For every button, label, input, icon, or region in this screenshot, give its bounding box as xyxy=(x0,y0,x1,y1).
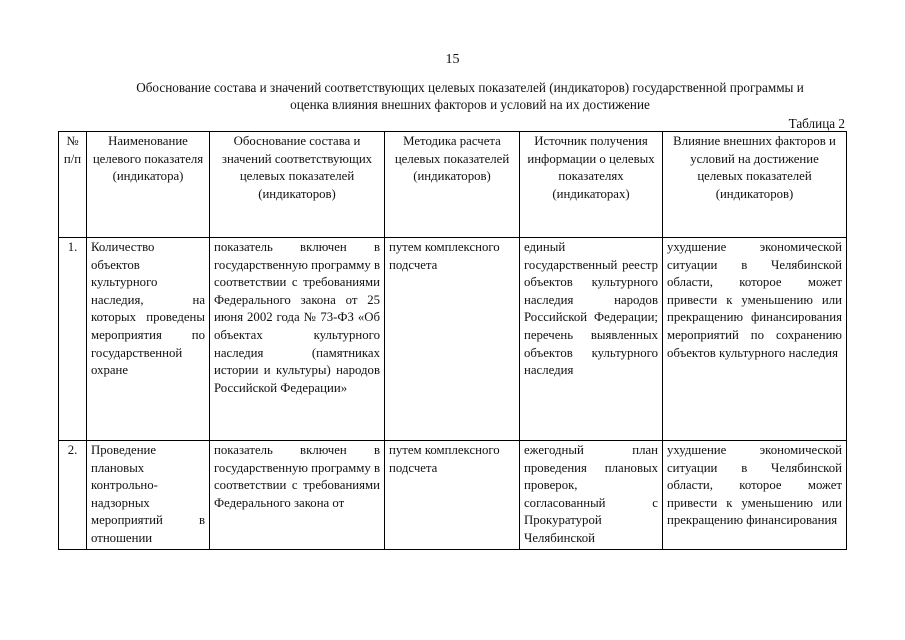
row-justification: показатель включен в государственную программу в соответствии с требованиями Федерального закона от xyxy=(210,441,385,550)
table-row xyxy=(59,441,847,550)
row-name: Количество объектов культурного наследия, на которых проведены мероприятия по государственной охране xyxy=(87,238,210,441)
header-justification: Обоснование состава и значений соответствующих целевых показателей (индикаторов) xyxy=(210,132,385,238)
row-method: путем комплексного подсчета xyxy=(385,238,520,441)
header-num: № п/п xyxy=(59,132,87,238)
table-header-row xyxy=(59,132,847,238)
table-label: Таблица 2 xyxy=(788,116,845,131)
row-method: путем комплексного подсчета xyxy=(385,441,520,550)
row-source: ежегодный план проведения плановых проверок, согласованный с Прокуратурой Челябинской xyxy=(520,441,663,550)
header-source: Источник получения информации о целевых показателях (индикаторах) xyxy=(520,132,663,238)
table-row xyxy=(59,238,847,441)
page-number: 15 xyxy=(445,52,460,67)
header-method: Методика расчета целевых показателей (индикаторов) xyxy=(385,132,520,238)
row-source: единый государственный реестр объектов культурного наследия народов Российской Федерации; перечень выявленных объектов культурного наследия xyxy=(520,238,663,441)
row-justification: показатель включен в государственную программу в соответствии с требованиями Федерального закона от 25 июня 2002 года № 73-ФЗ «Об объектах культурного наследия (памятниках истории и культуры) народов Российской Федерации» xyxy=(210,238,385,441)
header-name: Наименование целевого показателя (индикатора) xyxy=(87,132,210,238)
row-name: Проведение плановых контрольно-надзорных мероприятий в отношении xyxy=(87,441,210,550)
row-influence: ухудшение экономической ситуации в Челябинской области, которое может привести к уменьшению или прекращению финансирования мероприятий по сохранению объектов культурного наследия xyxy=(663,238,847,441)
row-num: 1. xyxy=(59,238,87,441)
row-influence: ухудшение экономической ситуации в Челябинской области, которое может привести к уменьшению или прекращению финансирования xyxy=(663,441,847,550)
row-num: 2. xyxy=(59,441,87,550)
document-title: Обоснование состава и значений соответствующих целевых показателей (индикаторов) государственной программы и оценка влияния внешних факторов и условий на их достижение xyxy=(136,80,804,112)
indicators-table xyxy=(58,131,847,550)
header-influence: Влияние внешних факторов и условий на достижение целевых показателей (индикаторов) xyxy=(663,132,847,238)
